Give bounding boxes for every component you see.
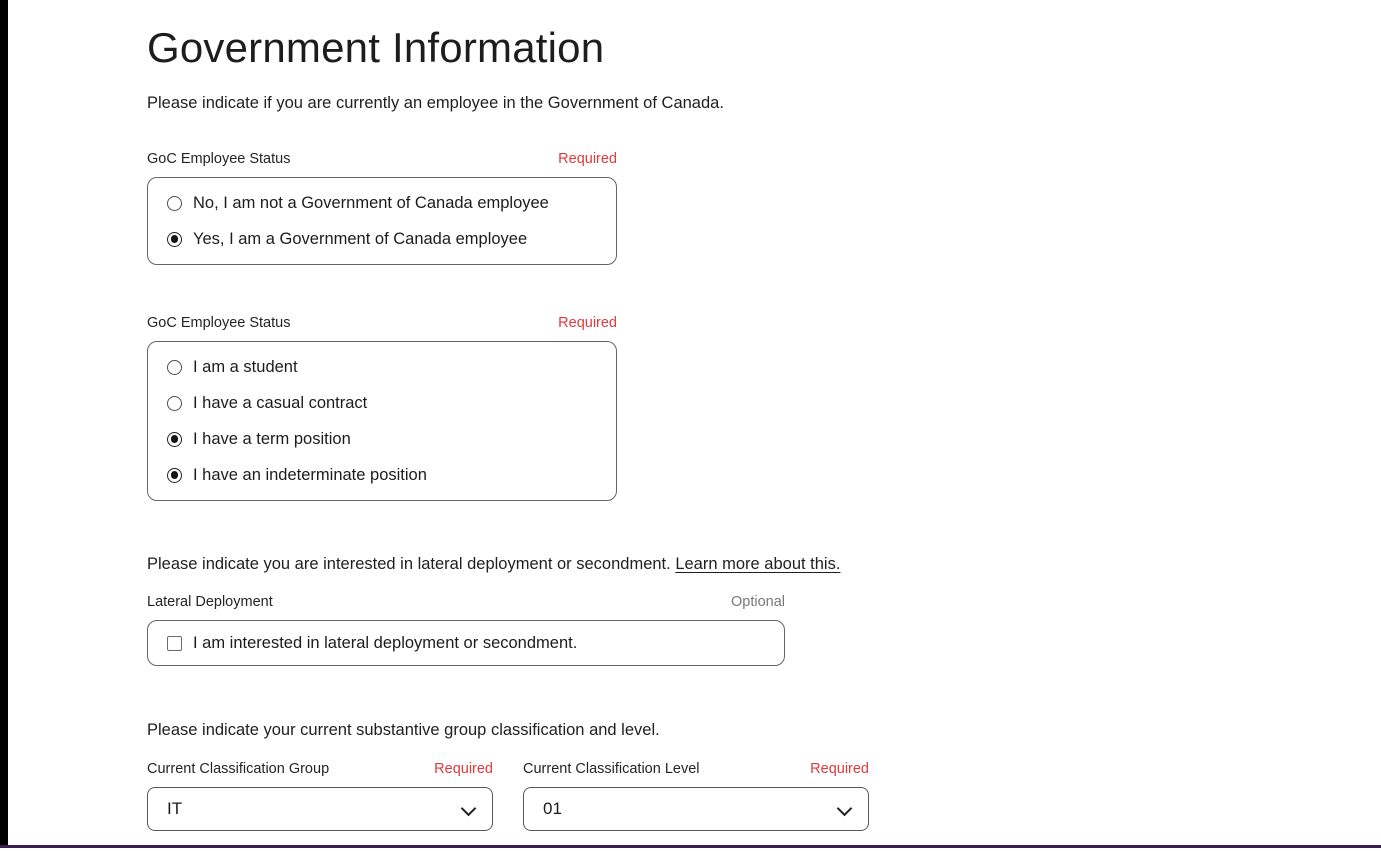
intro-text: Please indicate if you are currently an employee in the Government of Canada. bbox=[147, 94, 724, 113]
radio-icon[interactable] bbox=[167, 196, 182, 211]
field-classification-level bbox=[523, 761, 869, 831]
select-value: 01 bbox=[543, 799, 562, 819]
radio-icon[interactable] bbox=[167, 360, 182, 375]
left-edge-bar bbox=[0, 0, 8, 845]
radio-option-is-employee[interactable] bbox=[148, 221, 616, 257]
radio-group-goc-status-2 bbox=[147, 341, 617, 501]
radio-option-casual-contract[interactable] bbox=[148, 385, 616, 421]
radio-icon[interactable] bbox=[167, 396, 182, 411]
field-label: GoC Employee Status bbox=[147, 315, 291, 332]
radio-icon[interactable] bbox=[167, 468, 182, 483]
radio-option-not-employee[interactable] bbox=[148, 185, 616, 221]
footer-top-rule bbox=[0, 845, 1381, 848]
radio-icon[interactable] bbox=[167, 432, 182, 447]
radio-option-label: I am a student bbox=[193, 357, 298, 376]
required-badge: Required bbox=[558, 151, 617, 168]
radio-option-student[interactable] bbox=[148, 349, 616, 385]
classification-group-select[interactable] bbox=[147, 787, 493, 831]
field-classification-group bbox=[147, 761, 493, 831]
required-badge: Required bbox=[434, 761, 493, 778]
checkbox-icon[interactable] bbox=[167, 636, 182, 651]
radio-option-label: I have an indeterminate position bbox=[193, 465, 427, 484]
checkbox-group-lateral bbox=[147, 620, 785, 666]
classification-sentence: Please indicate your current substantive group classification and level. bbox=[147, 721, 660, 740]
optional-badge: Optional bbox=[730, 594, 785, 611]
field-label: Current Classification Level bbox=[523, 761, 700, 778]
lateral-deployment-sentence: Please indicate you are interested in lateral deployment or secondment. Learn more about this. bbox=[147, 555, 841, 574]
radio-option-label: I have a term position bbox=[193, 429, 351, 448]
field-goc-employee-status-1 bbox=[147, 151, 987, 265]
field-label: Lateral Deployment bbox=[147, 594, 273, 611]
classification-level-select[interactable] bbox=[523, 787, 869, 831]
chevron-down-icon[interactable] bbox=[463, 801, 474, 812]
field-goc-employee-status-2 bbox=[147, 315, 987, 501]
learn-more-link[interactable]: Learn more about this. bbox=[675, 555, 841, 574]
radio-option-label: No, I am not a Government of Canada employee bbox=[193, 193, 549, 212]
radio-option-indeterminate-position[interactable] bbox=[148, 457, 616, 493]
field-lateral-deployment bbox=[147, 594, 987, 666]
field-label: Current Classification Group bbox=[147, 761, 330, 778]
chevron-down-icon[interactable] bbox=[839, 801, 850, 812]
radio-icon[interactable] bbox=[167, 232, 182, 247]
page-title: Government Information bbox=[147, 24, 605, 71]
radio-option-term-position[interactable] bbox=[148, 421, 616, 457]
select-value: IT bbox=[167, 799, 183, 819]
checkbox-option-lateral[interactable] bbox=[148, 625, 784, 661]
radio-option-label: Yes, I am a Government of Canada employee bbox=[193, 229, 528, 248]
required-badge: Required bbox=[558, 315, 617, 332]
radio-option-label: I have a casual contract bbox=[193, 393, 368, 412]
classification-selects-row bbox=[147, 761, 987, 831]
field-label: GoC Employee Status bbox=[147, 151, 291, 168]
radio-group-goc-status-1 bbox=[147, 177, 617, 265]
required-badge: Required bbox=[810, 761, 869, 778]
form-content bbox=[147, 0, 987, 831]
checkbox-option-label: I am interested in lateral deployment or secondment. bbox=[193, 633, 578, 652]
